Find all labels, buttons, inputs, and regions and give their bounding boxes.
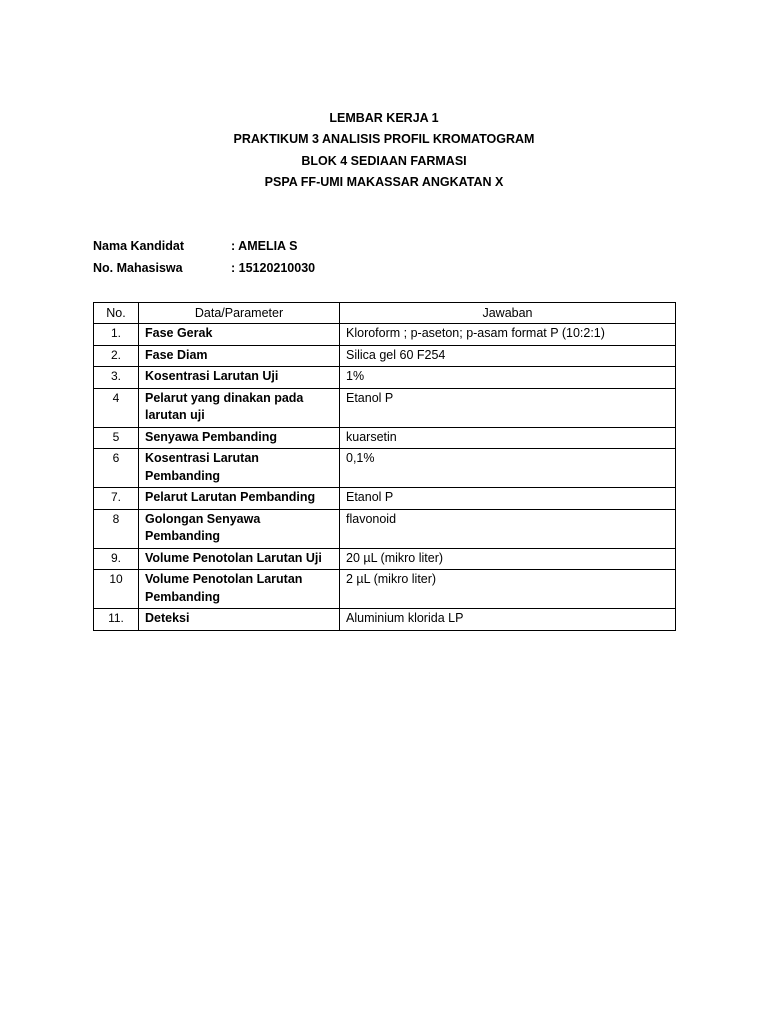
- row-parameter: Golongan Senyawa Pembanding: [139, 509, 340, 548]
- row-answer: flavonoid: [340, 509, 676, 548]
- row-answer: Aluminium klorida LP: [340, 609, 676, 631]
- table-row: [94, 570, 676, 609]
- table-row: [94, 345, 676, 367]
- table-row: [94, 427, 676, 449]
- row-parameter: Fase Gerak: [139, 324, 340, 346]
- table-row: [94, 367, 676, 389]
- row-parameter: Pelarut yang dinakan pada larutan uji: [139, 388, 340, 427]
- row-parameter: Kosentrasi Larutan Pembanding: [139, 449, 340, 488]
- row-number: 8: [94, 509, 139, 548]
- table-row: [94, 449, 676, 488]
- table-row: [94, 509, 676, 548]
- candidate-name-row: [93, 236, 315, 258]
- table-row: [94, 324, 676, 346]
- table-header-row: [94, 303, 676, 324]
- row-number: 3.: [94, 367, 139, 389]
- answer-table: [93, 302, 676, 631]
- row-parameter: Volume Penotolan Larutan Pembanding: [139, 570, 340, 609]
- row-parameter: Pelarut Larutan Pembanding: [139, 488, 340, 510]
- row-parameter: Fase Diam: [139, 345, 340, 367]
- row-number: 4: [94, 388, 139, 427]
- row-parameter: Kosentrasi Larutan Uji: [139, 367, 340, 389]
- row-number: 5: [94, 427, 139, 449]
- candidate-name-value: : AMELIA S: [231, 239, 298, 253]
- candidate-name-label: Nama Kandidat: [93, 239, 184, 253]
- row-number: 2.: [94, 345, 139, 367]
- row-number: 11.: [94, 609, 139, 631]
- row-number: 7.: [94, 488, 139, 510]
- row-answer: 0,1%: [340, 449, 676, 488]
- row-answer: 1%: [340, 367, 676, 389]
- column-header-no: No.: [94, 303, 139, 324]
- row-parameter: Senyawa Pembanding: [139, 427, 340, 449]
- header-title: LEMBAR KERJA 1: [329, 111, 439, 125]
- student-id-row: [93, 258, 315, 280]
- row-answer: Kloroform ; p-aseton; p-asam format P (10:2:1): [340, 324, 676, 346]
- document-header: [0, 108, 768, 193]
- row-answer: Etanol P: [340, 488, 676, 510]
- row-answer: 20 µL (mikro liter): [340, 548, 676, 570]
- table-row: [94, 488, 676, 510]
- header-subtitle-practicum: PRAKTIKUM 3 ANALISIS PROFIL KROMATOGRAM: [233, 132, 535, 147]
- column-header-answer: Jawaban: [340, 303, 676, 324]
- header-subtitle-program: PSPA FF-UMI MAKASSAR ANGKATAN X: [264, 174, 504, 189]
- row-answer: Etanol P: [340, 388, 676, 427]
- row-parameter: Deteksi: [139, 609, 340, 631]
- row-number: 10: [94, 570, 139, 609]
- student-id-value: : 15120210030: [231, 260, 316, 275]
- column-header-parameter: Data/Parameter: [139, 303, 340, 324]
- row-answer: 2 µL (mikro liter): [340, 570, 676, 609]
- candidate-info: [93, 236, 315, 279]
- row-number: 9.: [94, 548, 139, 570]
- table-row: [94, 548, 676, 570]
- row-answer: kuarsetin: [340, 427, 676, 449]
- table-row: [94, 388, 676, 427]
- table-row: [94, 609, 676, 631]
- header-subtitle-block: BLOK 4 SEDIAAN FARMASI: [301, 153, 467, 168]
- row-parameter: Volume Penotolan Larutan Uji: [139, 548, 340, 570]
- student-id-label: No. Mahasiswa: [93, 260, 183, 275]
- row-number: 6: [94, 449, 139, 488]
- row-number: 1.: [94, 324, 139, 346]
- row-answer: Silica gel 60 F254: [340, 345, 676, 367]
